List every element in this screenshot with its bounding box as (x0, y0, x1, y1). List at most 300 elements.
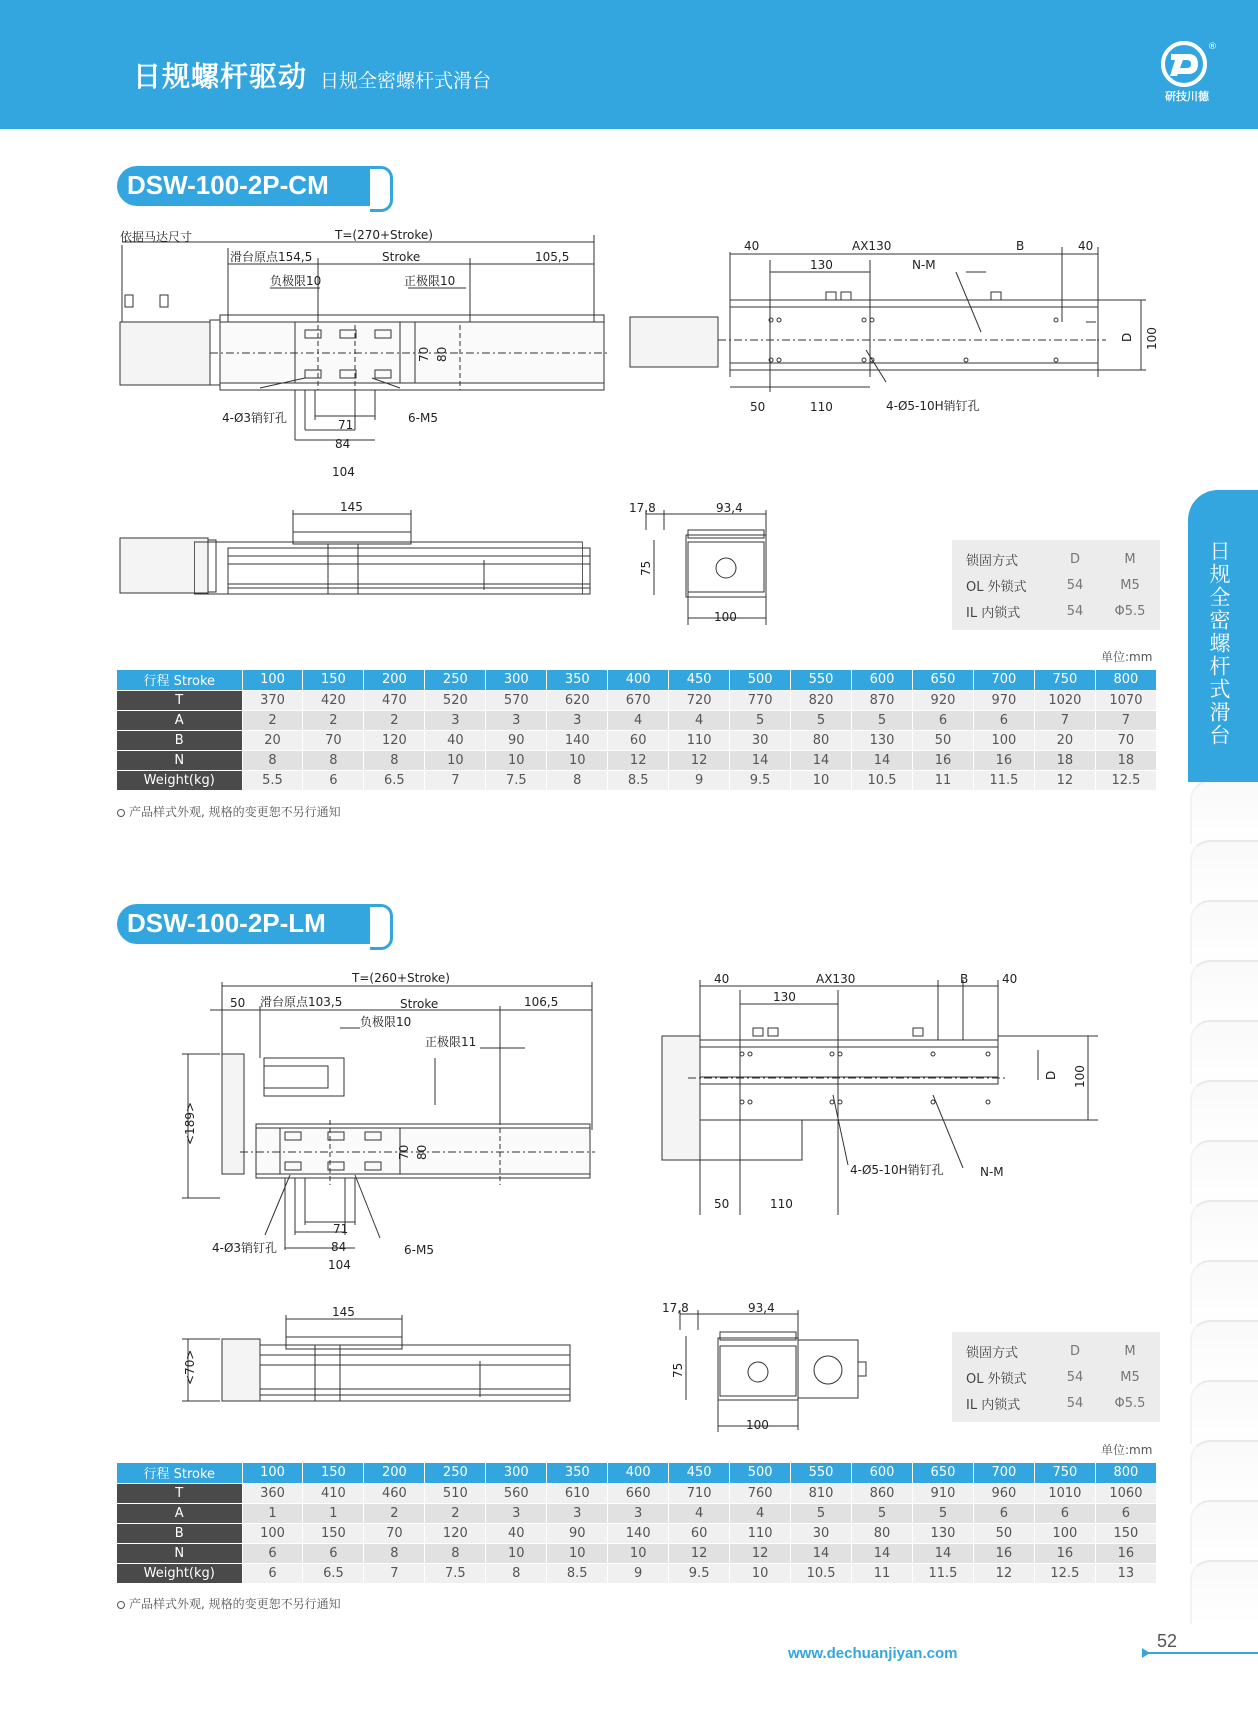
spec-value-cell: 90 (547, 1523, 608, 1543)
spec-value-cell: 910 (912, 1483, 973, 1503)
spec-value-cell: 10 (730, 1563, 791, 1583)
spec-value-cell: 8 (364, 750, 425, 770)
spec-value-cell: 6 (1034, 1503, 1095, 1523)
spec-value-cell: 4 (730, 1503, 791, 1523)
spec-value-cell: 30 (791, 1523, 852, 1543)
dim-d: D (1044, 1070, 1058, 1080)
page-subtitle: 日规全密螺杆式滑台 (320, 70, 492, 92)
footer-website-link[interactable]: www.dechuanjiyan.com (788, 1645, 958, 1662)
spec-row-label: B (117, 1523, 242, 1543)
dim-17-8: 17,8 (662, 1301, 689, 1315)
spec-value-cell: 11.5 (973, 770, 1034, 790)
dim-end: 106,5 (524, 995, 559, 1009)
spec-value-cell: 820 (791, 690, 852, 710)
spec-value-cell: 50 (912, 730, 973, 750)
dim-80: 80 (435, 346, 449, 362)
spec-row-label: N (117, 1543, 242, 1563)
spec-value-cell: 8.5 (547, 1563, 608, 1583)
spec-stroke-cell: 200 (364, 1463, 425, 1483)
spec-value-cell: 570 (486, 690, 547, 710)
lock-table-row (952, 572, 1160, 598)
dim-neg-limit: 负极限10 (270, 274, 322, 288)
spec-value-cell: 610 (547, 1483, 608, 1503)
spec-value-cell: 14 (791, 1543, 852, 1563)
spec-value-cell: 2 (364, 710, 425, 730)
spec-value-cell: 80 (852, 1523, 913, 1543)
dim-145: 145 (332, 1305, 355, 1319)
lock-cell: IL 内锁式 (966, 1397, 1021, 1413)
spec-value-cell: 110 (730, 1523, 791, 1543)
dim-b: B (1016, 239, 1025, 253)
spec-row-label: B (117, 730, 242, 750)
spec-row-label: N (117, 750, 242, 770)
lock-table-row (952, 1390, 1160, 1416)
dim-80: 80 (415, 1144, 429, 1160)
spec-value-cell: 100 (242, 1523, 303, 1543)
lock-table-lm (952, 1332, 1160, 1422)
spec-row (117, 750, 1157, 770)
spec-value-cell: 420 (303, 690, 364, 710)
dim-104: 104 (328, 1258, 351, 1272)
spec-stroke-cell: 250 (425, 1463, 486, 1483)
lock-header-method: 锁固方式 (966, 553, 1019, 569)
spec-value-cell: 1060 (1095, 1483, 1156, 1503)
spec-stroke-cell: 550 (791, 1463, 852, 1483)
unit-label-lm: 单位:mm (1101, 1443, 1153, 1457)
spec-row (117, 1563, 1157, 1583)
spec-value-cell: 140 (547, 730, 608, 750)
spec-value-cell: 20 (242, 730, 303, 750)
dim-pos-limit: 正极限11 (425, 1035, 477, 1049)
spec-value-cell: 10 (486, 750, 547, 770)
spec-value-cell: 7.5 (425, 1563, 486, 1583)
spec-value-cell: 9.5 (730, 770, 791, 790)
spec-value-cell: 470 (364, 690, 425, 710)
spec-value-cell: 6 (303, 770, 364, 790)
lock-cell: 54 (1066, 1395, 1084, 1411)
spec-value-cell: 410 (303, 1483, 364, 1503)
spec-value-cell: 16 (973, 1543, 1034, 1563)
spec-stroke-cell: 250 (425, 670, 486, 690)
spec-value-cell: 120 (425, 1523, 486, 1543)
spec-value-cell: 130 (912, 1523, 973, 1543)
dim-ax: AX130 (816, 972, 856, 986)
dim-pin10h: 4-Ø5-10H销钉孔 (850, 1163, 944, 1177)
lock-cell: 54 (1066, 603, 1084, 619)
lock-cell: OL 外锁式 (966, 579, 1027, 595)
drawing-lm-side-view (658, 970, 1098, 1220)
spec-stroke-cell: 500 (730, 670, 791, 690)
lock-table-row (952, 598, 1160, 624)
spec-value-cell: 16 (912, 750, 973, 770)
model-title-cm: DSW-100-2P-CM (117, 166, 379, 206)
dim-84: 84 (331, 1240, 347, 1254)
spec-stroke-cell: 150 (303, 1463, 364, 1483)
spec-value-cell: 6 (912, 710, 973, 730)
dim-104: 104 (332, 465, 355, 479)
model-title-lm: DSW-100-2P-LM (117, 904, 379, 944)
spec-value-cell: 1020 (1034, 690, 1095, 710)
dim-r130: 130 (810, 258, 833, 272)
spec-stroke-cell: 600 (852, 670, 913, 690)
dim-d: D (1120, 332, 1134, 342)
spec-row-label: Weight(kg) (117, 1563, 242, 1583)
dim-r50: 50 (750, 400, 766, 414)
lock-cell: 54 (1066, 577, 1084, 593)
spec-value-cell: 6 (242, 1563, 303, 1583)
unit-label-cm: 单位:mm (1101, 650, 1153, 664)
dim-nm: N-M (980, 1165, 1004, 1179)
spec-value-cell: 8 (242, 750, 303, 770)
dim-r40a: 40 (714, 972, 730, 986)
spec-row (117, 1523, 1157, 1543)
spec-value-cell: 5 (791, 710, 852, 730)
spec-value-cell: 100 (973, 730, 1034, 750)
lock-table-header (952, 546, 1160, 572)
spec-value-cell: 14 (852, 750, 913, 770)
spec-value-cell: 11 (912, 770, 973, 790)
spec-header-label: 行程 Stroke (117, 1463, 242, 1483)
spec-value-cell: 870 (852, 690, 913, 710)
dim-r110: 110 (770, 1197, 793, 1211)
spec-value-cell: 140 (608, 1523, 669, 1543)
spec-value-cell: 5.5 (242, 770, 303, 790)
lock-cell: 54 (1066, 1369, 1084, 1385)
lock-cell: M5 (1120, 1369, 1140, 1385)
dim-50: 50 (230, 996, 246, 1010)
dim-r40b: 40 (1078, 239, 1094, 253)
spec-value-cell: 960 (973, 1483, 1034, 1503)
spec-stroke-cell: 350 (547, 1463, 608, 1483)
dim-189: <189> (183, 1101, 197, 1145)
spec-value-cell: 5 (852, 1503, 913, 1523)
spec-stroke-cell: 300 (486, 670, 547, 690)
spec-stroke-cell: 650 (912, 1463, 973, 1483)
spec-table-cm (117, 670, 1157, 791)
drawing-lm-front-view (180, 1305, 600, 1405)
spec-value-cell: 70 (303, 730, 364, 750)
spec-row (117, 1543, 1157, 1563)
spec-value-cell: 12 (669, 750, 730, 770)
spec-value-cell: 6 (1095, 1503, 1156, 1523)
spec-value-cell: 90 (486, 730, 547, 750)
spec-value-cell: 80 (791, 730, 852, 750)
spec-stroke-cell: 500 (730, 1463, 791, 1483)
lock-header-method: 锁固方式 (966, 1345, 1019, 1361)
spec-value-cell: 720 (669, 690, 730, 710)
spec-value-cell: 11 (852, 1563, 913, 1583)
spec-value-cell: 12.5 (1095, 770, 1156, 790)
dim-ax: AX130 (852, 239, 892, 253)
spec-value-cell: 16 (1034, 1543, 1095, 1563)
dim-pin-hole: 4-Ø3销钉孔 (212, 1241, 278, 1255)
spec-value-cell: 5 (730, 710, 791, 730)
spec-value-cell: 1070 (1095, 690, 1156, 710)
spec-value-cell: 620 (547, 690, 608, 710)
spec-value-cell: 12 (608, 750, 669, 770)
lock-table-cm (952, 540, 1160, 630)
spec-stroke-cell: 700 (973, 670, 1034, 690)
spec-value-cell: 6.5 (364, 770, 425, 790)
spec-stroke-cell: 350 (547, 670, 608, 690)
dim-total: T=(260+Stroke) (352, 971, 450, 985)
spec-value-cell: 1010 (1034, 1483, 1095, 1503)
spec-stroke-cell: 300 (486, 1463, 547, 1483)
spec-value-cell: 9.5 (669, 1563, 730, 1583)
spec-row (117, 730, 1157, 750)
spec-value-cell: 8 (364, 1543, 425, 1563)
spec-header-row (117, 670, 1157, 690)
dim-71: 71 (338, 418, 354, 432)
lock-header-d: D (1069, 1343, 1080, 1359)
spec-row (117, 1483, 1157, 1503)
brand-logo (1158, 40, 1216, 110)
spec-value-cell: 12 (973, 1563, 1034, 1583)
spec-stroke-cell: 450 (669, 670, 730, 690)
spec-value-cell: 5 (791, 1503, 852, 1523)
spec-value-cell: 13 (1095, 1563, 1156, 1583)
spec-value-cell: 11.5 (912, 1563, 973, 1583)
dim-pos-limit: 正极限10 (404, 274, 456, 288)
spec-value-cell: 10.5 (791, 1563, 852, 1583)
dim-145: 145 (340, 500, 363, 514)
spec-stroke-cell: 550 (791, 670, 852, 690)
dim-end: 105,5 (535, 250, 570, 264)
spec-value-cell: 150 (303, 1523, 364, 1543)
page-header (0, 0, 1258, 129)
spec-value-cell: 18 (1095, 750, 1156, 770)
lock-cell: M5 (1120, 577, 1140, 593)
dim-100-end: 100 (746, 1418, 769, 1432)
dim-neg-limit: 负极限10 (360, 1015, 412, 1029)
spec-stroke-cell: 650 (912, 670, 973, 690)
spec-value-cell: 10.5 (852, 770, 913, 790)
spec-stroke-cell: 700 (973, 1463, 1034, 1483)
side-tab-label: 日规全密螺杆式滑台 (1207, 540, 1231, 747)
spec-stroke-cell: 400 (608, 1463, 669, 1483)
spec-row-label: T (117, 690, 242, 710)
dim-origin: 滑台原点154,5 (230, 250, 313, 264)
spec-value-cell: 3 (608, 1503, 669, 1523)
dim-75: 75 (671, 1362, 685, 1378)
spec-value-cell: 7 (1034, 710, 1095, 730)
spec-value-cell: 7.5 (486, 770, 547, 790)
spec-row-label: Weight(kg) (117, 770, 242, 790)
dim-m5: 6-M5 (408, 411, 438, 425)
dim-d100: 100 (1073, 1065, 1087, 1088)
spec-stroke-cell: 600 (852, 1463, 913, 1483)
spec-value-cell: 110 (669, 730, 730, 750)
dim-84: 84 (335, 437, 351, 451)
spec-value-cell: 9 (669, 770, 730, 790)
spec-stroke-cell: 400 (608, 670, 669, 690)
footnote-lm (117, 1595, 341, 1612)
spec-value-cell: 14 (791, 750, 852, 770)
dim-stroke: Stroke (382, 250, 421, 264)
spec-value-cell: 5 (912, 1503, 973, 1523)
spec-value-cell: 2 (364, 1503, 425, 1523)
spec-stroke-cell: 200 (364, 670, 425, 690)
dim-origin: 滑台原点103,5 (260, 995, 343, 1009)
spec-stroke-cell: 150 (303, 670, 364, 690)
spec-stroke-cell: 100 (242, 1463, 303, 1483)
spec-value-cell: 10 (425, 750, 486, 770)
lock-cell: IL 内锁式 (966, 605, 1021, 621)
dim-r50: 50 (714, 1197, 730, 1211)
spec-value-cell: 670 (608, 690, 669, 710)
spec-value-cell: 60 (608, 730, 669, 750)
spec-value-cell: 10 (608, 1543, 669, 1563)
dim-total: T=(270+Stroke) (335, 228, 433, 242)
dim-r40a: 40 (744, 239, 760, 253)
dim-70-bracket: <70> (183, 1349, 197, 1385)
spec-value-cell: 70 (1095, 730, 1156, 750)
spec-value-cell: 810 (791, 1483, 852, 1503)
spec-value-cell: 2 (425, 1503, 486, 1523)
spec-value-cell: 6 (973, 1503, 1034, 1523)
drawing-cm-side-view (626, 232, 1166, 427)
spec-value-cell: 40 (486, 1523, 547, 1543)
spec-value-cell: 8 (547, 770, 608, 790)
footnote-cm (117, 803, 341, 820)
spec-value-cell: 120 (364, 730, 425, 750)
dim-motor-ref: 依据马达尺寸 (120, 230, 193, 244)
spec-value-cell: 3 (486, 710, 547, 730)
spec-value-cell: 7 (364, 1563, 425, 1583)
footnote-text: 产品样式外观, 规格的变更恕不另行通知 (129, 805, 341, 819)
spec-stroke-cell: 800 (1095, 1463, 1156, 1483)
bullet-circle-icon (117, 1601, 125, 1609)
spec-value-cell: 100 (1034, 1523, 1095, 1543)
spec-value-cell: 510 (425, 1483, 486, 1503)
spec-value-cell: 5 (852, 710, 913, 730)
spec-row (117, 770, 1157, 790)
spec-value-cell: 760 (730, 1483, 791, 1503)
spec-value-cell: 150 (1095, 1523, 1156, 1543)
spec-value-cell: 10 (486, 1543, 547, 1563)
spec-value-cell: 2 (303, 710, 364, 730)
spec-value-cell: 6.5 (303, 1563, 364, 1583)
spec-value-cell: 10 (791, 770, 852, 790)
spec-value-cell: 3 (486, 1503, 547, 1523)
drawing-cm-top-view (110, 230, 610, 490)
dim-pin-hole: 4-Ø3销钉孔 (222, 411, 288, 425)
spec-value-cell: 7 (1095, 710, 1156, 730)
spec-value-cell: 460 (364, 1483, 425, 1503)
drawing-cm-end-view (626, 500, 786, 630)
spec-value-cell: 4 (669, 1503, 730, 1523)
lock-header-m: M (1124, 551, 1136, 567)
spec-value-cell: 4 (608, 710, 669, 730)
spec-stroke-cell: 450 (669, 1463, 730, 1483)
spec-value-cell: 130 (852, 730, 913, 750)
spec-value-cell: 560 (486, 1483, 547, 1503)
lock-cell: OL 外锁式 (966, 1371, 1027, 1387)
spec-value-cell: 860 (852, 1483, 913, 1503)
dim-70: 70 (417, 346, 431, 362)
footnote-text: 产品样式外观, 规格的变更恕不另行通知 (129, 1597, 341, 1611)
page-number: 52 (1157, 1631, 1178, 1651)
dim-pin10h: 4-Ø5-10H销钉孔 (886, 399, 980, 413)
spec-value-cell: 520 (425, 690, 486, 710)
dim-r110: 110 (810, 400, 833, 414)
spec-value-cell: 16 (973, 750, 1034, 770)
spec-value-cell: 40 (425, 730, 486, 750)
spec-value-cell: 6 (973, 710, 1034, 730)
dim-93-4: 93,4 (716, 501, 743, 515)
spec-value-cell: 970 (973, 690, 1034, 710)
spec-value-cell: 770 (730, 690, 791, 710)
drawing-lm-end-view (660, 1300, 880, 1435)
lock-table-row (952, 1364, 1160, 1390)
spec-value-cell: 12 (669, 1543, 730, 1563)
lock-header-d: D (1069, 551, 1080, 567)
spec-value-cell: 70 (364, 1523, 425, 1543)
dim-71: 71 (333, 1222, 349, 1236)
spec-value-cell: 370 (242, 690, 303, 710)
dim-70: 70 (397, 1144, 411, 1160)
side-category-tab[interactable] (1188, 490, 1258, 782)
spec-value-cell: 3 (425, 710, 486, 730)
spec-row (117, 690, 1157, 710)
spec-value-cell: 8 (425, 1543, 486, 1563)
spec-value-cell: 3 (547, 710, 608, 730)
side-tab-stack (1190, 780, 1258, 1650)
spec-value-cell: 10 (547, 750, 608, 770)
dim-75: 75 (639, 560, 653, 576)
spec-value-cell: 7 (425, 770, 486, 790)
spec-value-cell: 9 (608, 1563, 669, 1583)
spec-stroke-cell: 750 (1034, 670, 1095, 690)
spec-value-cell: 920 (912, 690, 973, 710)
spec-row-label: T (117, 1483, 242, 1503)
drawing-lm-top-view (180, 970, 600, 1270)
spec-value-cell: 30 (730, 730, 791, 750)
dim-m5: 6-M5 (404, 1243, 434, 1257)
spec-value-cell: 710 (669, 1483, 730, 1503)
spec-value-cell: 6 (242, 1543, 303, 1563)
spec-value-cell: 660 (608, 1483, 669, 1503)
dim-b: B (960, 972, 969, 986)
spec-value-cell: 18 (1034, 750, 1095, 770)
dim-stroke: Stroke (400, 997, 439, 1011)
spec-value-cell: 14 (730, 750, 791, 770)
spec-stroke-cell: 800 (1095, 670, 1156, 690)
spec-value-cell: 360 (242, 1483, 303, 1503)
spec-value-cell: 8 (303, 750, 364, 770)
spec-value-cell: 12.5 (1034, 1563, 1095, 1583)
spec-value-cell: 20 (1034, 730, 1095, 750)
dim-nm: N-M (912, 258, 936, 272)
spec-value-cell: 3 (547, 1503, 608, 1523)
spec-value-cell: 6 (303, 1543, 364, 1563)
spec-row-label: A (117, 710, 242, 730)
spec-header-row (117, 1463, 1157, 1483)
spec-row (117, 1503, 1157, 1523)
spec-value-cell: 8 (486, 1563, 547, 1583)
spec-value-cell: 14 (912, 1543, 973, 1563)
dim-d100: 100 (1145, 327, 1159, 350)
spec-value-cell: 1 (303, 1503, 364, 1523)
spec-table-lm (117, 1463, 1157, 1584)
logo-mark-icon (1158, 40, 1216, 90)
spec-row-label: A (117, 1503, 242, 1523)
dim-100-end: 100 (714, 610, 737, 624)
spec-value-cell: 14 (852, 1543, 913, 1563)
dim-r40b: 40 (1002, 972, 1018, 986)
bullet-circle-icon (117, 809, 125, 817)
spec-value-cell: 12 (730, 1543, 791, 1563)
